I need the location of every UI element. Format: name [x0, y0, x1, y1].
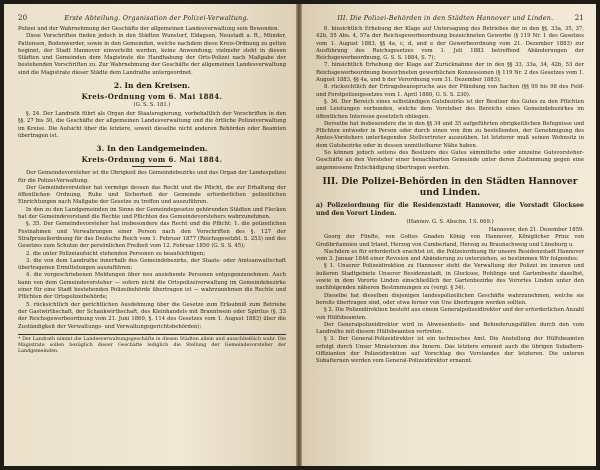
right-running-title: III. Die Polizei-Behörden in den Städten Hannover und Linden. [337, 14, 554, 22]
right-page-number: 21 [574, 14, 584, 22]
section-3-paragraph: Der Gemeindevorsteher hat vermöge dessen das Recht und die Pflicht, die zur Erhaltung der öffentlichen Ordnung, Ruhe und Sicherheit der Gemeinde erforderlichen polizeilichen Einrichtungen nach Maßgabe der Gesetze zu treffen und auszuführen. [18, 184, 286, 206]
section-2-ordinance-title: Kreis-Ordnung vom 6. Mai 1884. [81, 92, 223, 102]
chapter-paragraph: Der Generalpolizeidirektor wird in Abwesenheits- und Behinderungsfällen durch den vom Landrathe mit diesem Hülfsbeamten vertreten. [316, 321, 584, 336]
right-running-head [316, 14, 584, 22]
chapter-date-line: Hannover, den 21. Dezember 1859. [488, 226, 584, 233]
section-3-heading: 3. In den Landgemeinden. [96, 144, 208, 154]
chapter-paragraph: § 1. Unserer Polizeidirektion zu Hannover steht die Verwaltung der Polizei im inneren und äußeren Stadtgebiete Unserer Residenzstadt, in Glocksee, Rohlinge und Gartenbesitz daselbst, sowie in dem Vororte Linden einschließlich der Gartenbezirke des Vorortes Linden unter den nachfolgenden näheren Bestimmungen zu (vergl. § 34). [316, 263, 584, 292]
right-paragraph: 7. hinsichtlich Erhebung der Klage auf Zurücknahme der in den §§ 33, 33a, 34, 42b, 53 der Reichsgewerbeordnung bezeichneten gewerblichen Konzessionen (§ 119 Nr. 2 des Gesetzes vom 1. August 1883, §§ 4a, und b der Verordnung vom 31. Dezember 1883); [316, 62, 584, 84]
chapter-subref: (Hannov. G. S. Abschn. I S. 669.) [406, 218, 494, 225]
chapter-heading: III. Die Polizei-Behörden in den Städten Hannover und Linden. [322, 176, 578, 198]
left-footnote: * Der Landrath nimmt die Landesverwaltungsgeschäfte in diesen Städten allein und ausschließlich wahr. Die Magistrate sollen bezüglich dieser Geschäfte lediglich die Stellung der Gemeindevorsteher der Landgemeinden. [18, 334, 286, 356]
section-3-paragraph: 5. rücksichtlich der gerichtlichen Ausdehnung über die Gesetze zum Erlaubniß zum Betriebe der Gastwirthschaft, der Schankwirthschaft, des Kleinhandels mit Branntwein oder Spiritus (§. 33 der Reichsgewerbeordnung vom 21. Juni 1869, §. 114 des Gesetzes vom 1. August 1883) über die Zuständigkeit der Verwaltungs- und Verwaltungsgerichtsbehörden); [18, 301, 286, 330]
left-intro-paragraph-1: Polizei und der Wahrnehmung der Geschäfte der allgemeinen Landesverwaltung sein Bewenden. [18, 26, 280, 32]
chapter-subheading: a) Polizeiordnung für die Residenzstadt Hannover, die Vorstadt Glocksee und den Vorort Linden. [316, 201, 584, 217]
right-paragraph: 8. rücksichtlich der Ertragsbeanspruche aus der Pfändung von Sachen (§§ 99 bis 98 des Feld- und Forstpolizeigesetzes vom 1. April 1880, G. S. S. 230). [316, 84, 584, 98]
right-paragraph: Derselbe hat insbesondere die in den §§ 34 und 35 aufgeführten obrigkeitlichen Befugnisse und Pflichten entweder in Person oder durch einen von ihm zu bestellenden, der Genehmigung des Amtes-Vorstehers unterliegenden Stellvertreter auszuüben. Ist letzterer muß seinen Wohnsitz in dem Gutsbezirke oder in dessen unmittelbarer Nähe haben. [316, 120, 584, 149]
chapter-paragraph: Dieselbe hat dieselben diejenigen landespolizeilichen Geschäfte wahrzunehmen, welche sie bereits übertragen sind, oder etwa ferner von Uns übertragen werden sollten. [316, 292, 584, 306]
left-page [4, 4, 296, 466]
right-paragraph: §. 36. Der Bereich eines selbständigen Gutsbezirks ist der Besitzer des Gutes zu den Pflichten und Leistungen verbunden, welche dem Vorsteher des Bereichs eines Gemeindebezirkes im öffentlichen Interesse gesetzlich obliegen. [316, 98, 584, 120]
right-paragraph: So können jedoch seitens des Besitzers des Gutes sämmtliche oder einzelne Gutsvorsteher-Geschäfte an den Vorsteher einer benachbarten Gemeinde unter deren Zustimmung gegen eine angemessene Entschädigung übertragen werden. [316, 150, 584, 171]
right-paragraph: 6. hinsichtlich Erhebung der Klage auf Untersagung des Betriebes der in den §§. 33a, 35, 37, 42b, 55 Abs. 4, 57a der Reichsgewerbeordnung bezeichneten Gewerbe (§ 119 Nr. 1 des Gesetzes vom 1. August 1883, §§ 4a, c, d, und e der Gewerbeordnung vom 21. Dezember 1883) zur Ausführung des Reichsgesetzes vom 1. Juli 1883 betreffend Abänderungen der Reichsgewerbeordnung, G. S. S. 1884, S. 7); [316, 26, 584, 62]
section-3-paragraph: 4. die vorgeschriebenen Meldungen über neu anziehende Personen entgegenzunehmen. Auch kann von dem Gemeindevorsteher — sofern nicht die Ortspolizeiverwaltung im Gemeindebezirke einer für eine Stadt bestehenden Polizeibehörde übertragen ist — wahrzunehmen die Rechte und Pflichten der Ortspolizeibehörde; [18, 272, 286, 301]
chapter-paragraph: § 2. Die Polizeidirektion besteht aus einem Generalpolizeidirektor und der erforderlichen Anzahl von Hülfsbeamten. [316, 307, 584, 321]
section-3-paragraph: §. 35. Der Gemeindevorsteher hat insbesondere das Recht und die Pflicht: 1. die polizeilichen Festnahmen und Verwahrungen einer Person nach den Vorschriften des §. 127 der Strafprozeßordnung für das Deutsche Reich vom 1. Februar 1877 (Reichsgesetzbl. S. 253) und des Gesetzes zum Schutze der persönlichen Freiheit vom 12. Februar 1850 (G. S. S. 45); [18, 221, 286, 250]
chapter-paragraph: § 3. Der General-Polizeidirektor ist ein technisches Amt. Die Anstellung der Hülfsbeamten erfolgt durch Unser Ministerium des Innern. Das letztere ernennt auch die übrigen Subaltern-Offizianten der Polizeidirektion auf Vorschlag des Vorstandes der letzteren. Die unteren Subalternen werden vom General-Polizeidirektor ernannt. [316, 336, 584, 365]
section-2-heading: 2. In den Kreisen. [113, 81, 191, 91]
section-3-rule [132, 166, 172, 167]
left-running-head [18, 14, 286, 22]
section-2-paragraph: §. 24. Der Landrath führt als Organ der Staatsregierung, vorbehaltlich der Vorschriften in den §§. 27 bis 30, die Geschäfte der allgemeinen Landesverwaltung und die örtliche Polizeiverwaltung im Kreise. Die Aufsicht über die letztere, soweit dieselbe nicht anderen Behörden oder Beamten übertragen ist. [18, 111, 286, 139]
left-page-number: 20 [18, 14, 28, 22]
section-3-ordinance-title: Kreis-Ordnung vom 6. Mai 1884. [81, 155, 223, 165]
section-3-paragraph: In den zu den Landgemeinden im Sinne der Gemeindegesetze gehörenden Städten und Flecken hat der Gemeindevorstand die Rechte und Pflichten des Gemeindevorstehers wahrzunehmen. [18, 206, 286, 221]
chapter-paragraph: Nachdem es für erforderlich erachtet ist, die Polizeiordnung für unsere Residenzstadt Hannover vom 3. Januar 1846 einer Revision und Abänderung zu unterziehen, so bestimmen Wir folgendes: [316, 248, 584, 263]
section-3-paragraph: Der Gemeindevorsteher ist die Obrigkeit des Gemeindebezirks und das Organ der Landespolizei für die Polizei-Verwaltung. [18, 170, 286, 184]
section-2-ordinance-ref: (G. S. S. 181.) [133, 102, 171, 109]
section-3-paragraph: 3. die von dem Landrathe innerhalb des Gemeindebezirks, der Staats- oder Amtsanwaltschaft übertragenen Ermittelungen auszuführen; [18, 257, 286, 272]
right-page [302, 4, 596, 466]
section-3-paragraph: 2. die unter Polizeiaufsicht stehenden Personen zu beaufsichtigen; [26, 250, 205, 257]
chapter-paragraph: Georg der Fünfte, von Gottes Gnaden König von Hannover, Königlicher Prinz von Großbritannien und Irland, Herzog von Cumberland, Herzog zu Braunschweig und Lüneburg u. [316, 234, 584, 248]
left-intro-paragraph-2: Diese Vorschriften finden jedoch in den Städten Wunstorf, Eldagsen, Neustadt a. R., Münder, Pattensen, Bodenwerder, sowie in den Gemeinden, welche nachdem diese Kreis-Ordnung zu gelten beginnt, der Stadt Hannover einverleibt werden, keine Anwendung; vielmehr steht in diesen Städten und Gemeinden dem Magistrate die Handhabung der Orts-Polizei nach Maßgabe der bestehenden Vorschriften zu. Zur Wahrnehmung der Geschäfte der allgemeinen Landesverwaltung sind die Magistrate dieser Städte dem Landrathe untergeordnet. [18, 33, 286, 76]
left-running-title: Erste Abteilung. Organisation der Polizei-Verwaltung. [64, 14, 249, 22]
